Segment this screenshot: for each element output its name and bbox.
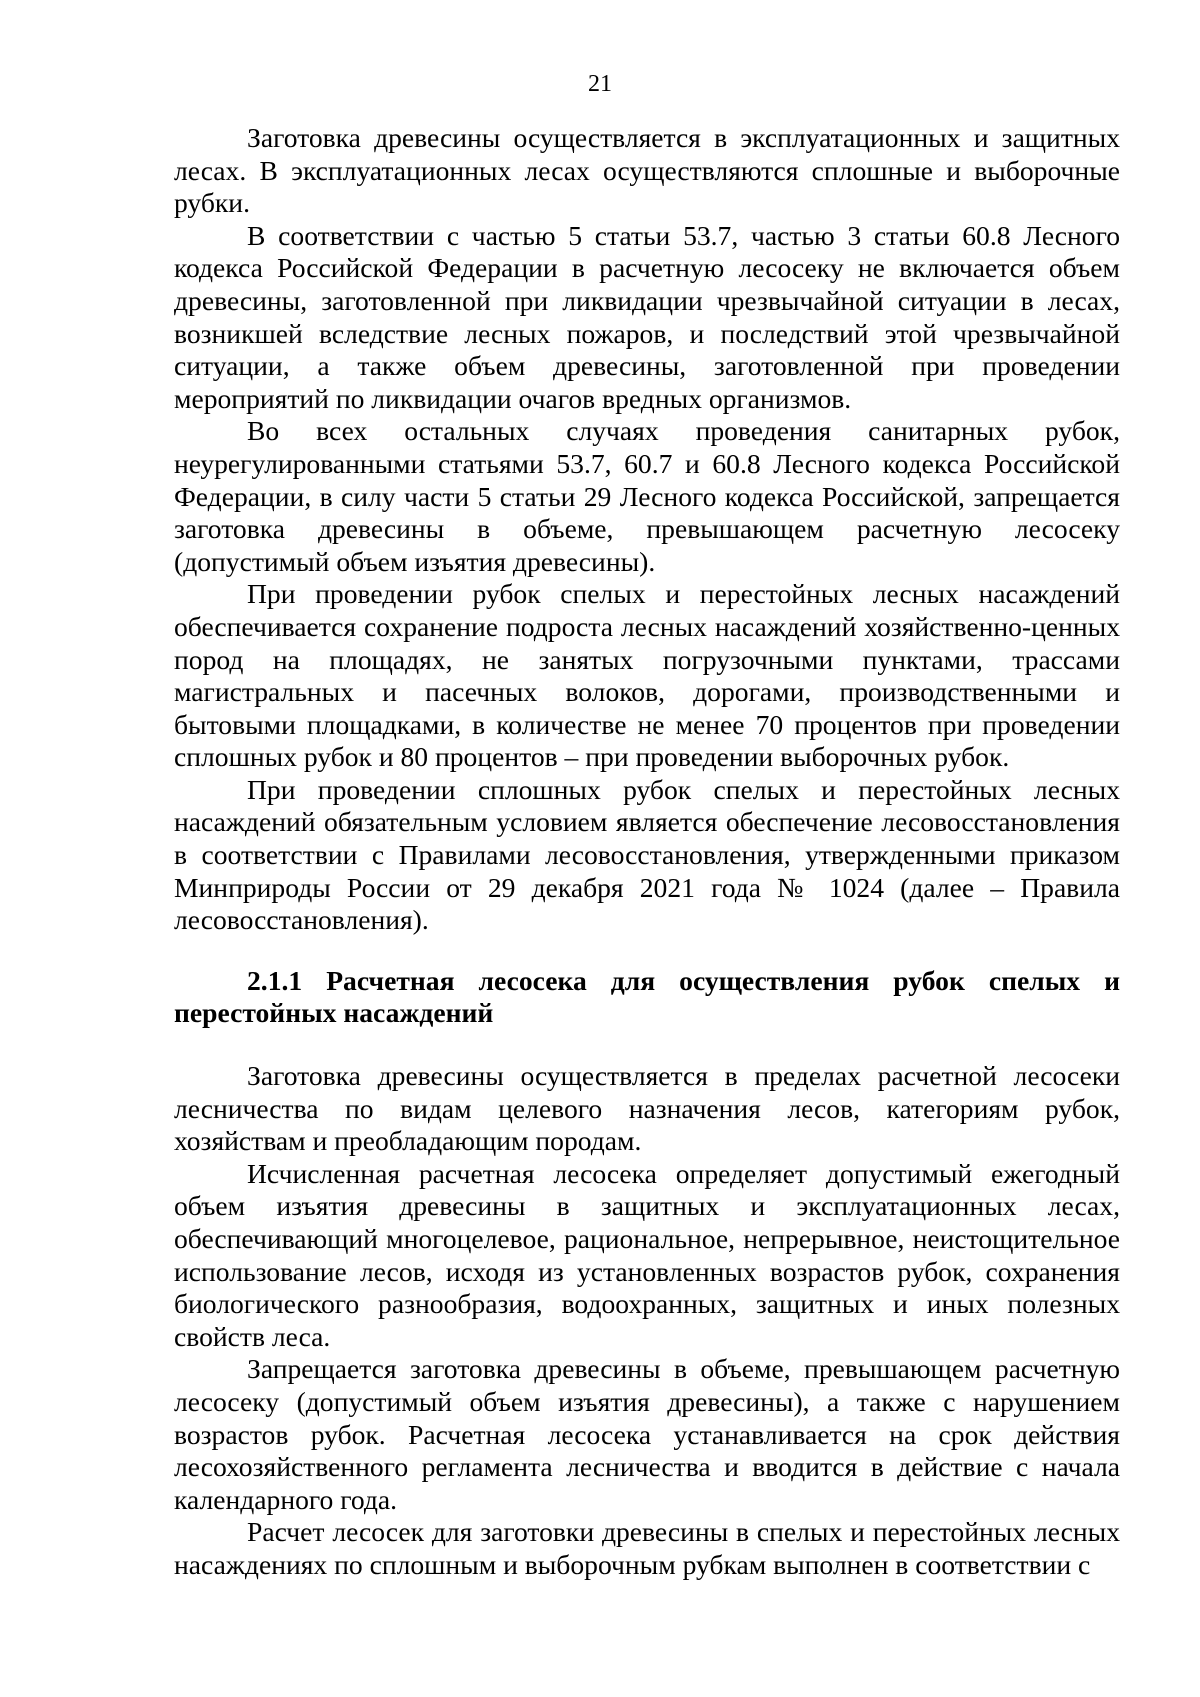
section-heading: 2.1.1 Расчетная лесосека для осуществления рубок спелых и перестойных насаждений (174, 964, 1120, 1029)
page-number: 21 (588, 71, 612, 97)
paragraph-calculated-cut-definition: Исчисленная расчетная лесосека определяет допустимый ежегодный объем изъятия древесины в защитных и эксплуатационных лесах, обеспечивающий многоцелевое, рациональное, непрерывное, неистощительное использование лесов, исходя из установленных возрастов рубок, сохранения биологического разнообразия, водоохранных, защитных и иных полезных свойств леса. (174, 1157, 1120, 1352)
paragraph-reforestation-condition: При проведении сплошных рубок спелых и перестойных лесных насаждений обязательным условием является обеспечение лесовосстановления в соответствии с Правилами лесовосстановления, утвержденными приказом Минприроды России от 29 декабря 2021 года № 1024 (далее – Правила лесовосстановления). (174, 773, 1120, 936)
paragraph-calculation-basis: Расчет лесосек для заготовки древесины в спелых и перестойных лесных насаждениях по сплошным и выборочным рубкам выполнен в соответствии с (174, 1516, 1120, 1580)
paragraph-allowable-cut-limits: Заготовка древесины осуществляется в пределах расчетной лесосеки лесничества по видам целевого назначения лесов, категориям рубок, хозяйствам и преобладающим породам. (174, 1060, 1120, 1157)
paragraph-undergrowth-preservation: При проведении рубок спелых и перестойных лесных насаждений обеспечивается сохранение подроста лесных насаждений хозяйственно-ценных пород на площадях, не занятых погрузочными пунктами, трассами магистральных и пасечных волоков, дорогами, производственными и бытовыми площадками, в количестве не менее 70 процентов при проведении сплошных рубок и 80 процентов – при проведении выборочных рубок. (174, 578, 1120, 773)
paragraph-prohibition: Запрещается заготовка древесины в объеме, превышающем расчетную лесосеку (допустимый объем изъятия древесины), а также с нарушением возрастов рубок. Расчетная лесосека устанавливается на срок действия лесохозяйственного регламента лесничества и вводится в действие с начала календарного года. (174, 1353, 1120, 1515)
paragraph-legal-exclusions: В соответствии с частью 5 статьи 53.7, частью 3 статьи 60.8 Лесного кодекса Российской Федерации в расчетную лесосеку не включается объем древесины, заготовленной при ликвидации чрезвычайной ситуации в лесах, возникшей вследствие лесных пожаров, и последствий этой чрезвычайной ситуации, а также объем древесины, заготовленной при проведении мероприятий по ликвидации очагов вредных организмов. (174, 219, 1120, 414)
paragraph-harvesting-forests: Заготовка древесины осуществляется в эксплуатационных и защитных лесах. В эксплуатационных лесах осуществляются сплошные и выборочные рубки. (174, 122, 1120, 219)
paragraph-sanitary-felling: Во всех остальных случаях проведения санитарных рубок, неурегулированными статьями 53.7, 60.7 и 60.8 Лесного кодекса Российской Федерации, в силу части 5 статьи 29 Лесного кодекса Российской, запрещается заготовка древесины в объеме, превышающем расчетную лесосеку (допустимый объем изъятия древесины). (174, 415, 1120, 577)
document-body (174, 122, 1120, 1582)
